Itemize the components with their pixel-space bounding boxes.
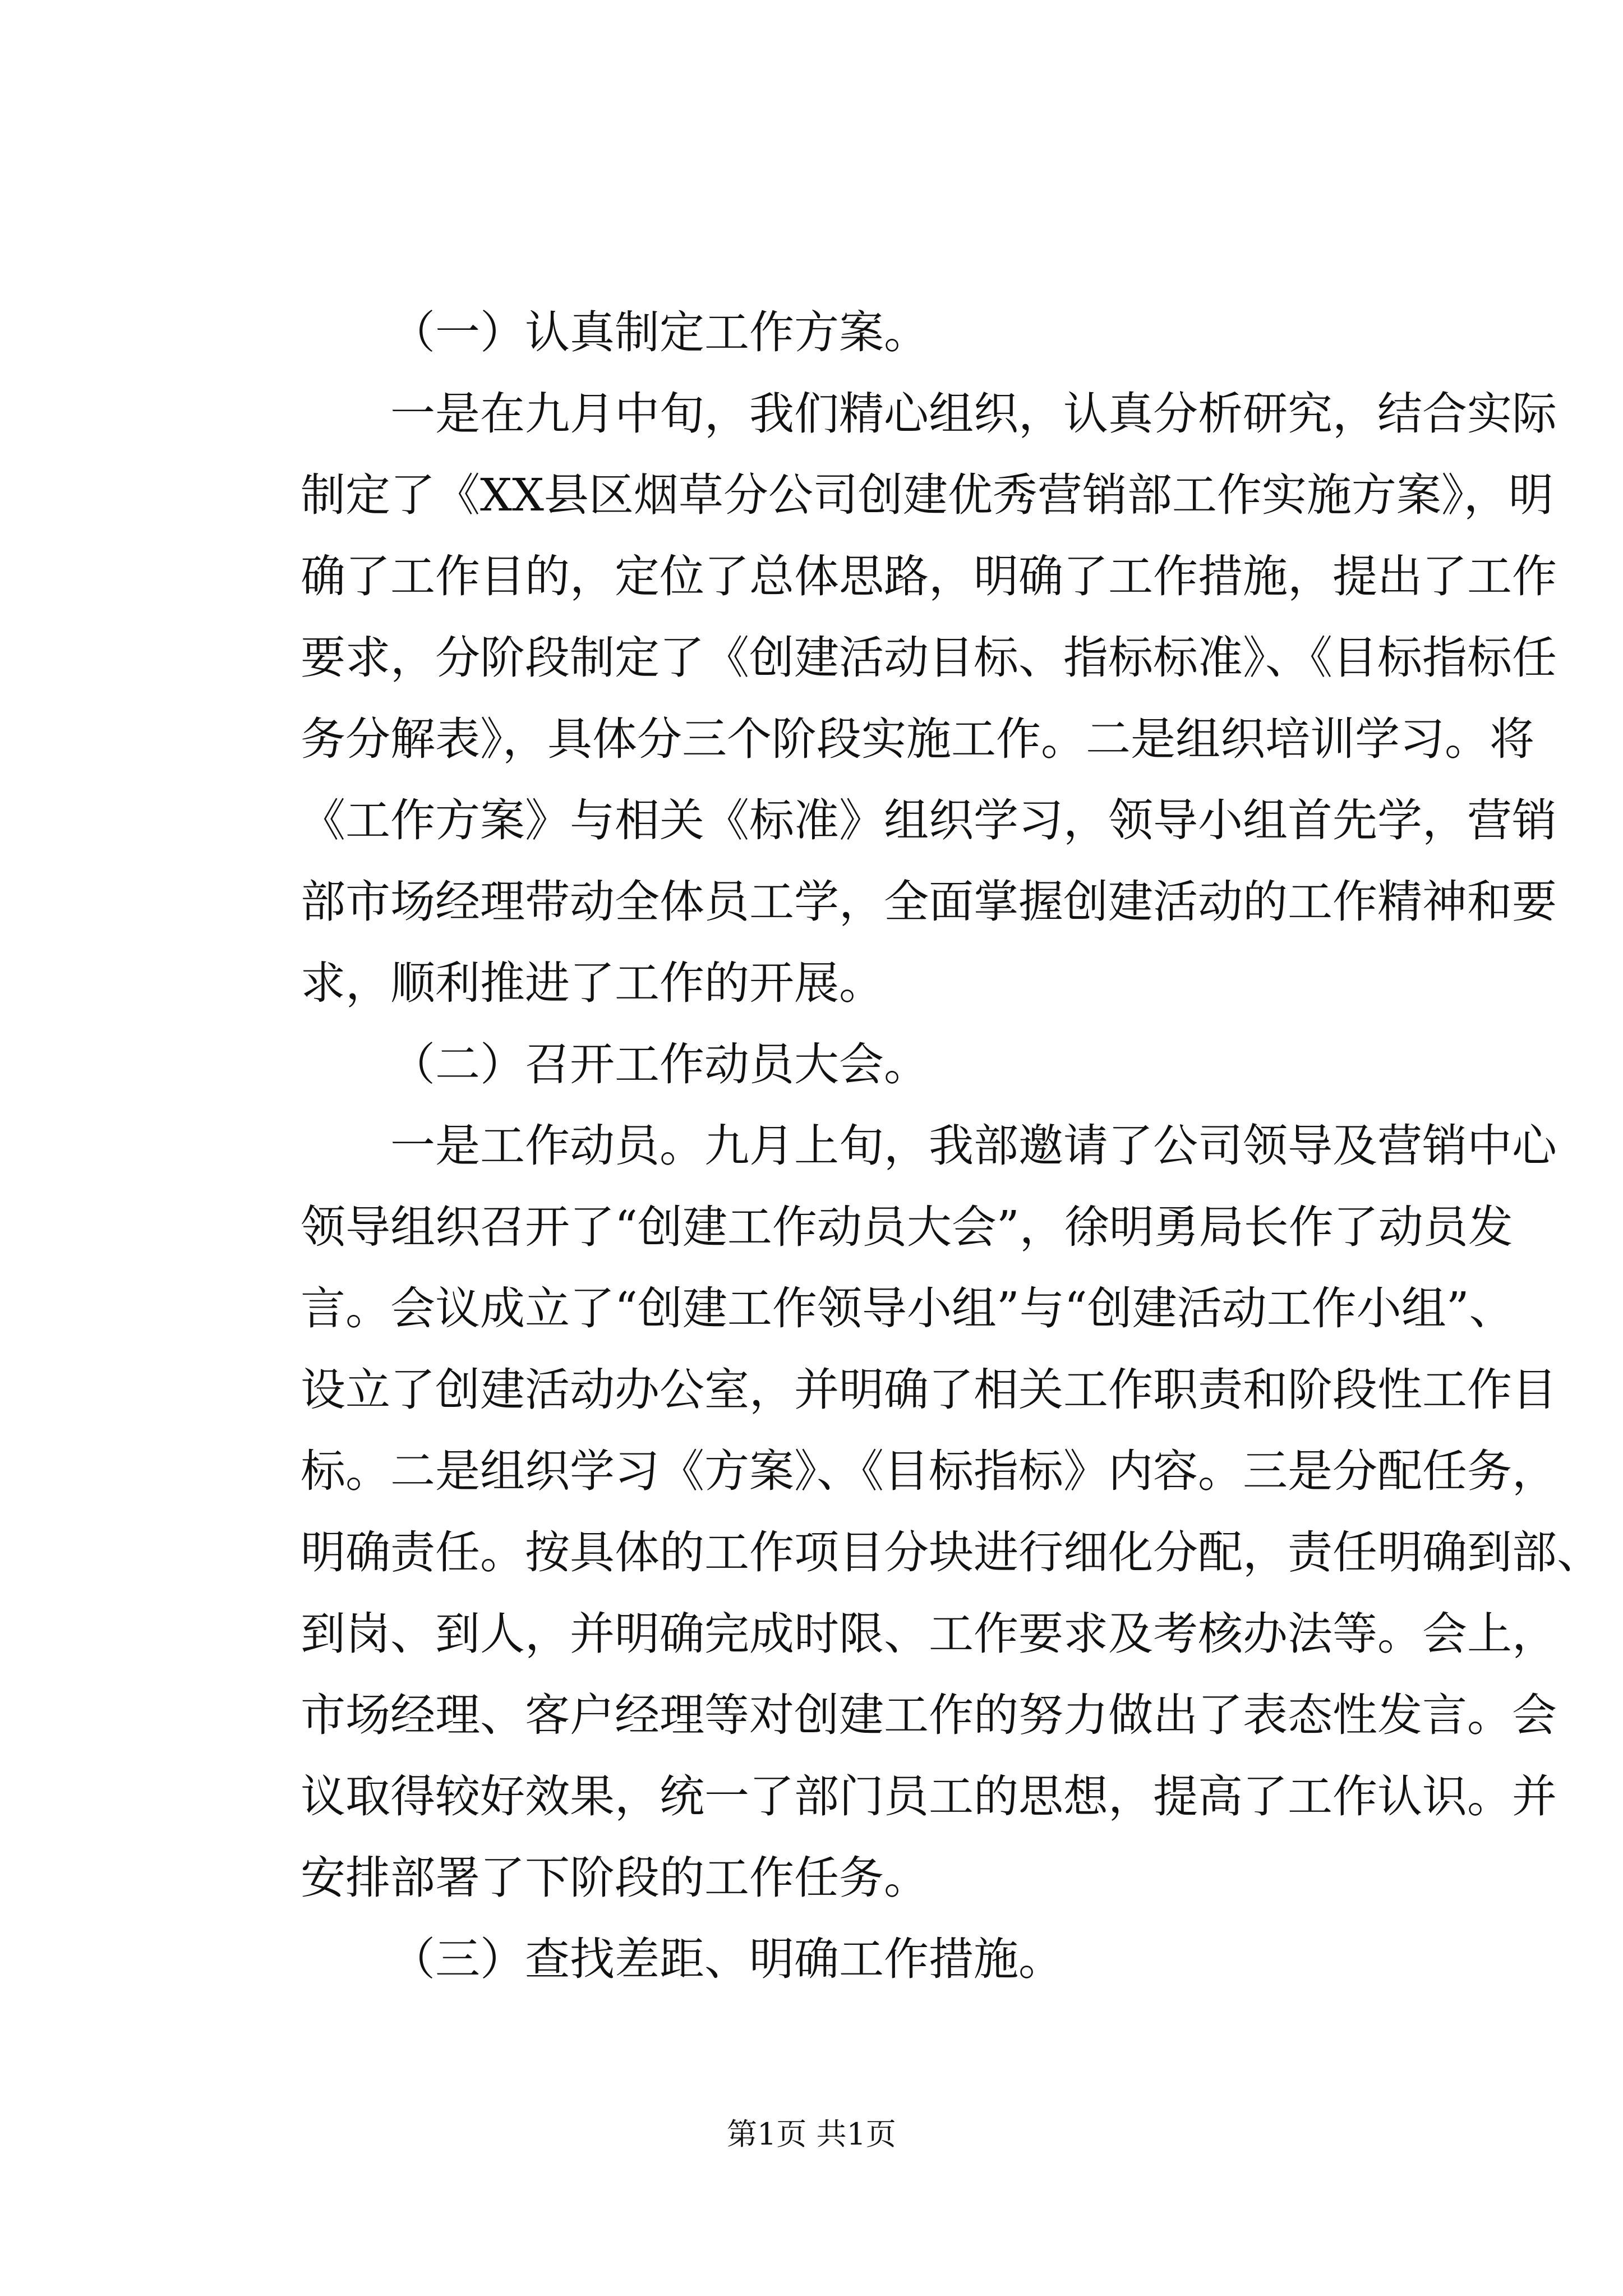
paragraph-line: 设立了创建活动办公室，并明确了相关工作职责和阶段性工作目 bbox=[301, 1364, 1557, 1416]
paragraph-line: 明确责任。按具体的工作项目分块进行细化分配，责任明确到部、 bbox=[301, 1526, 1602, 1579]
paragraph-line: 市场经理、客户经理等对创建工作的努力做出了表态性发言。会 bbox=[301, 1689, 1557, 1741]
paragraph-line: 安排部署了下阶段的工作任务。 bbox=[301, 1852, 929, 1904]
paragraph-line: 到岗、到人，并明确完成时限、工作要求及考核办法等。会上， bbox=[301, 1608, 1557, 1660]
paragraph-line: 领导组织召开了“创建工作动员大会”，徐明勇局长作了动员发 bbox=[301, 1201, 1513, 1253]
paragraph-line: 标。二是组织学习《方案》、《目标指标》内容。三是分配任务， bbox=[301, 1445, 1557, 1497]
paragraph-line: 一是在九月中旬，我们精心组织，认真分析研究，结合实际 bbox=[390, 388, 1557, 440]
paragraph-line: 要求，分阶段制定了《创建活动目标、指标标准》、《目标指标任 bbox=[301, 632, 1557, 684]
page-number-footer: 第1页 共1页 bbox=[727, 2116, 896, 2152]
paragraph-line: 议取得较好效果，统一了部门员工的思想，提高了工作认识。并 bbox=[301, 1770, 1557, 1823]
heading-line: （一）认真制定工作方案。 bbox=[390, 306, 929, 358]
heading-line: （二）召开工作动员大会。 bbox=[390, 1038, 929, 1091]
paragraph-line: 求，顺利推进了工作的开展。 bbox=[301, 957, 884, 1009]
paragraph-line: 言。会议成立了“创建工作领导小组”与“创建活动工作小组”、 bbox=[301, 1282, 1514, 1335]
paragraph-line: 《工作方案》与相关《标准》组织学习，领导小组首先学，营销 bbox=[301, 794, 1557, 846]
paragraph-line: 部市场经理带动全体员工学，全面掌握创建活动的工作精神和要 bbox=[301, 876, 1557, 928]
paragraph-line: 一是工作动员。九月上旬，我部邀请了公司领导及营销中心 bbox=[390, 1120, 1557, 1172]
document-body bbox=[301, 292, 1602, 2000]
paragraph-line: 确了工作目的，定位了总体思路，明确了工作措施，提出了工作 bbox=[301, 550, 1557, 602]
paragraph-line: 制定了《XX县区烟草分公司创建优秀营销部工作实施方案》，明 bbox=[301, 469, 1553, 521]
paragraph-line: 务分解表》，具体分三个阶段实施工作。二是组织培训学习。将 bbox=[301, 713, 1534, 765]
heading-line: （三）查找差距、明确工作措施。 bbox=[390, 1933, 1063, 1985]
